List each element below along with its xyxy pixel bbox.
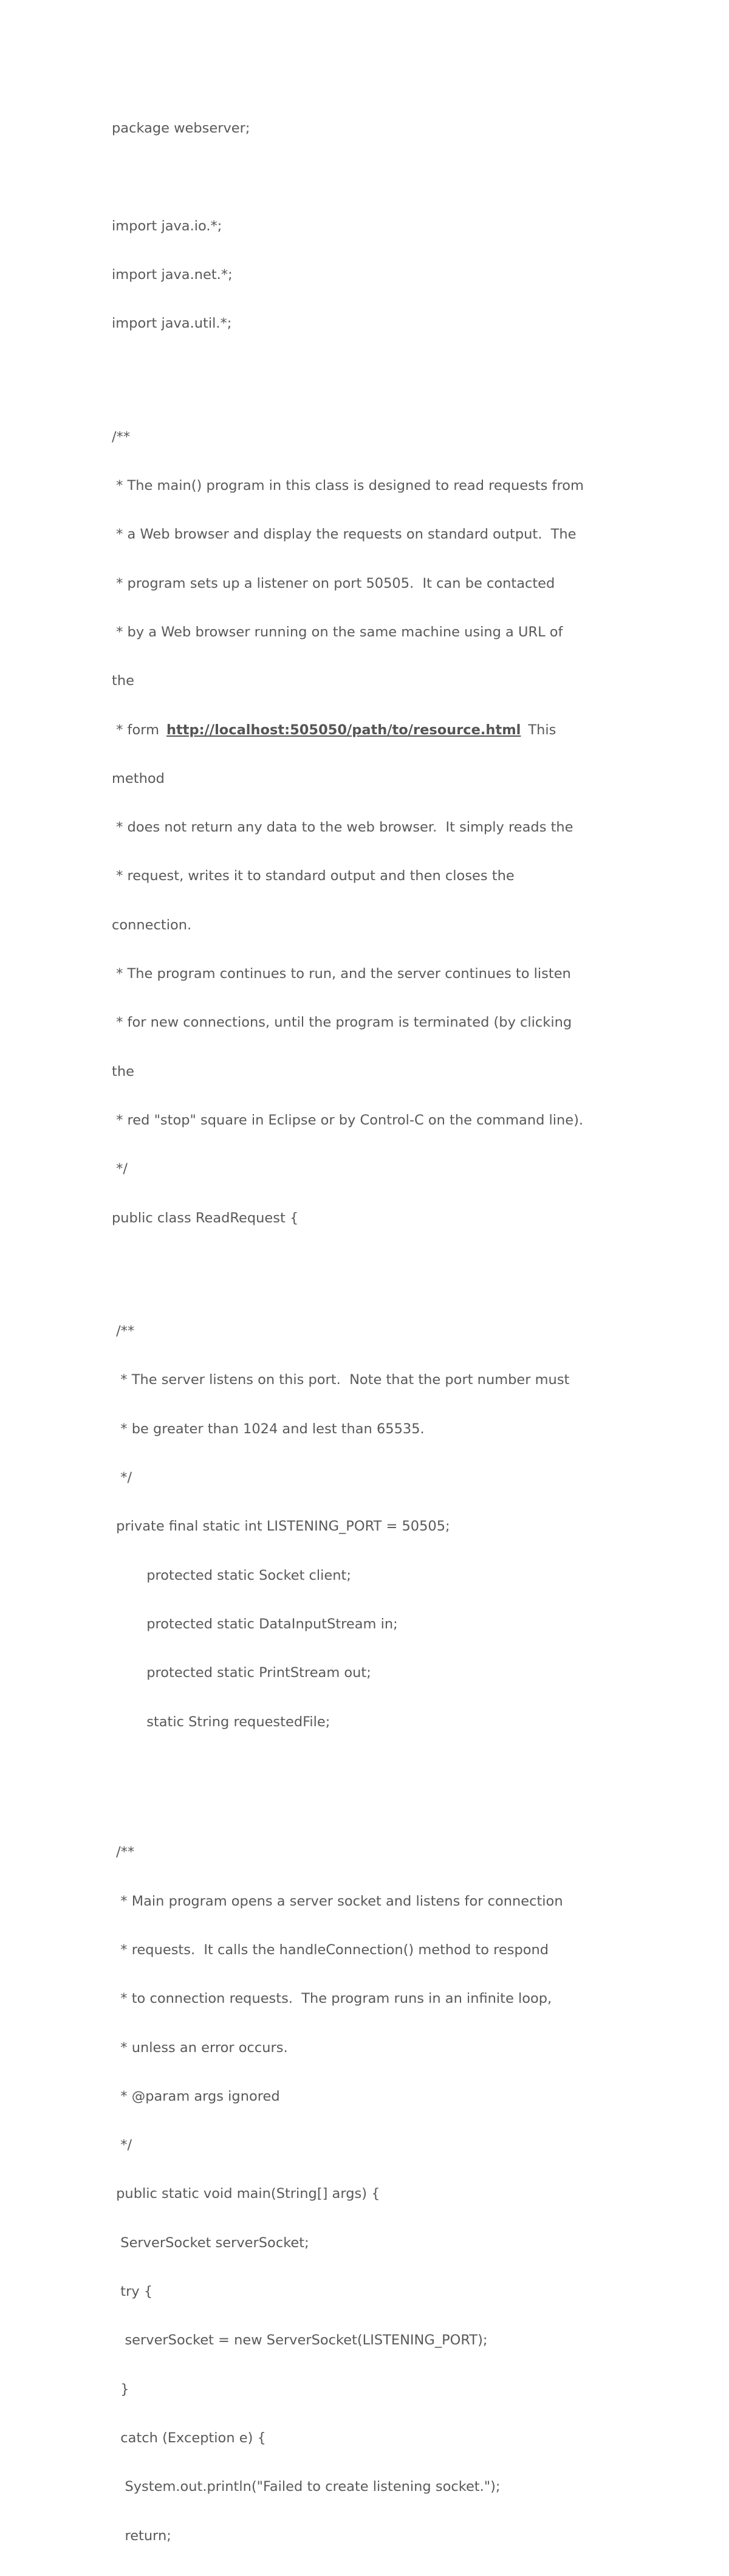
field-requested-file: static String requestedFile; bbox=[112, 1713, 330, 1730]
main-doc-line: * requests. It calls the handleConnection() method to respond bbox=[112, 1941, 549, 1958]
class-doc-line: connection. bbox=[112, 917, 192, 933]
main-try-open: try { bbox=[112, 2284, 153, 2300]
class-doc-line: * The main() program in this class is designed to read requests from bbox=[112, 478, 584, 494]
class-declaration: public class ReadRequest { bbox=[112, 1210, 299, 1226]
port-doc-line: * The server listens on this port. Note that the port number must bbox=[112, 1372, 570, 1388]
main-println: System.out.println("Failed to create listening socket."); bbox=[112, 2479, 501, 2495]
class-doc-line: method bbox=[112, 770, 165, 787]
class-doc-line: * by a Web browser running on the same machine using a URL of bbox=[112, 624, 563, 640]
main-doc-close: */ bbox=[112, 2137, 132, 2154]
main-doc-line: * @param args ignored bbox=[112, 2088, 280, 2104]
field-client: protected static Socket client; bbox=[112, 1567, 351, 1583]
main-catch-open: catch (Exception e) { bbox=[112, 2430, 266, 2446]
class-doc-line: * program sets up a listener on port 50505. It can be contacted bbox=[112, 575, 555, 591]
main-assign: serverSocket = new ServerSocket(LISTENING_PORT); bbox=[112, 2332, 488, 2349]
class-doc-line: * for new connections, until the program is terminated (by clicking bbox=[112, 1014, 572, 1031]
port-doc-open: /** bbox=[112, 1323, 135, 1340]
class-doc-line: * The program continues to run, and the server continues to listen bbox=[112, 966, 571, 982]
main-signature: public static void main(String[] args) { bbox=[112, 2186, 380, 2202]
class-doc-open: /** bbox=[112, 429, 131, 445]
code-listing bbox=[112, 88, 659, 2576]
import-util: import java.util.*; bbox=[112, 315, 232, 332]
class-doc-line: the bbox=[112, 1063, 134, 1080]
package-declaration: package webserver; bbox=[112, 120, 250, 136]
class-doc-line: * a Web browser and display the requests on standard output. The bbox=[112, 526, 577, 543]
main-decl: ServerSocket serverSocket; bbox=[112, 2234, 309, 2251]
port-doc-close: */ bbox=[112, 1470, 132, 1486]
field-out: protected static PrintStream out; bbox=[112, 1665, 371, 1681]
port-doc-line: * be greater than 1024 and lest than 65535. bbox=[112, 1421, 425, 1437]
class-doc-line: the bbox=[112, 673, 134, 689]
class-doc-url-prefix: * form bbox=[112, 721, 160, 738]
main-try-close: } bbox=[112, 2381, 129, 2397]
class-doc-close: */ bbox=[112, 1161, 128, 1177]
import-net: import java.net.*; bbox=[112, 266, 233, 283]
field-in: protected static DataInputStream in; bbox=[112, 1616, 398, 1632]
class-doc-line: * request, writes it to standard output and then closes the bbox=[112, 868, 515, 884]
main-doc-line: * Main program opens a server socket and listens for connection bbox=[112, 1893, 563, 1909]
main-doc-line: * unless an error occurs. bbox=[112, 2039, 288, 2056]
localhost-url-link[interactable]: http://localhost:505050/path/to/resource.html bbox=[166, 721, 521, 738]
class-doc-line: * does not return any data to the web browser. It simply reads the bbox=[112, 819, 573, 836]
class-doc-line: * red "stop" square in Eclipse or by Control-C on the command line). bbox=[112, 1112, 584, 1128]
main-return: return; bbox=[112, 2527, 171, 2544]
main-doc-open: /** bbox=[112, 1844, 135, 1861]
class-doc-url-line bbox=[112, 721, 659, 739]
class-doc-url-suffix: This bbox=[528, 721, 556, 738]
import-io: import java.io.*; bbox=[112, 218, 222, 234]
field-listening-port: private final static int LISTENING_PORT = 50505; bbox=[112, 1518, 450, 1535]
main-doc-line: * to connection requests. The program runs in an infinite loop, bbox=[112, 1991, 552, 2007]
